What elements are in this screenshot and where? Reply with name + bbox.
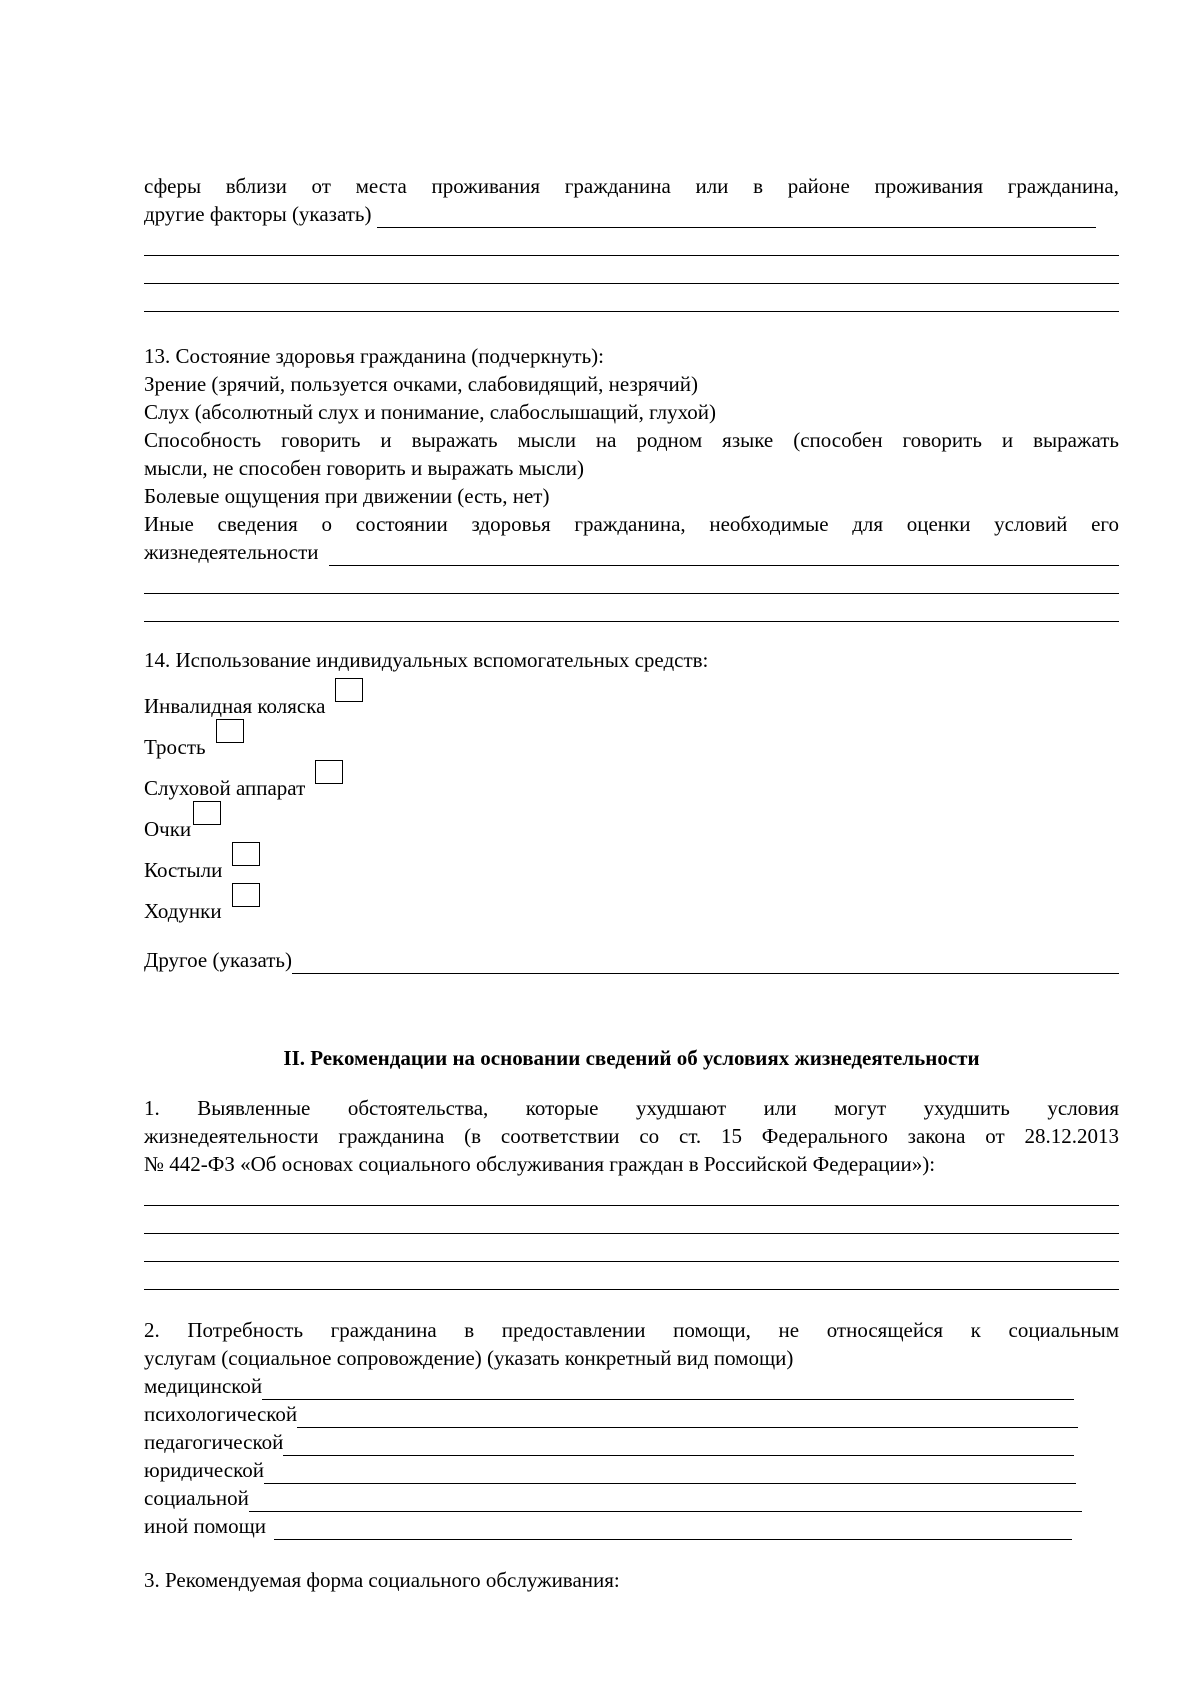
aid-label: Слуховой аппарат: [144, 776, 306, 800]
section13-other-input[interactable]: [329, 545, 1119, 566]
aid-wheelchair: [144, 674, 1119, 718]
help-row-medical: [144, 1372, 1074, 1400]
legal-help-input[interactable]: [264, 1463, 1076, 1484]
aid-crutches: [144, 838, 1119, 882]
aid-label: Ходунки: [144, 899, 222, 923]
help-row-psychological: [144, 1400, 1078, 1428]
section13-vision: Зрение (зрячий, пользуется очками, слабовидящий, незрячий): [144, 372, 698, 396]
section12-other-row: [144, 200, 1096, 228]
help-row-other: [144, 1512, 1072, 1540]
section12-other-input[interactable]: [377, 207, 1096, 228]
help-label: медицинской: [144, 1374, 263, 1398]
blank-line[interactable]: [144, 566, 1119, 594]
section14-other-input[interactable]: [292, 953, 1119, 974]
section13-hearing: Слух (абсолютный слух и понимание, слабослышащий, глухой): [144, 400, 717, 424]
blank-line[interactable]: [144, 1234, 1119, 1262]
aid-walker: [144, 879, 1119, 923]
blank-line[interactable]: [144, 284, 1119, 312]
hearing-aid-checkbox[interactable]: [315, 760, 343, 784]
social-help-input[interactable]: [249, 1491, 1082, 1512]
section14-other-label: Другое (указать): [144, 948, 292, 972]
section13-pain: Болевые ощущения при движении (есть, нет): [144, 484, 550, 508]
section13-other-line1: Иные сведения о состоянии здоровья гражданина, необходимые для оценки условий его: [144, 512, 1119, 536]
form-page: [144, 172, 1119, 1594]
blank-line[interactable]: [144, 228, 1119, 256]
aid-label: Трость: [144, 735, 206, 759]
aid-label: Костыли: [144, 858, 223, 882]
part2-item1-line2: жизнедеятельности гражданина (в соответствии со ст. 15 Федерального закона от 28.12.2013: [144, 1124, 1119, 1148]
help-label: юридической: [144, 1458, 264, 1482]
pedagogical-help-input[interactable]: [283, 1435, 1074, 1456]
help-row-social: [144, 1484, 1082, 1512]
help-row-legal: [144, 1456, 1076, 1484]
help-row-pedagogical: [144, 1428, 1074, 1456]
help-label: педагогической: [144, 1430, 284, 1454]
wheelchair-checkbox[interactable]: [335, 678, 363, 702]
crutches-checkbox[interactable]: [232, 842, 260, 866]
section13-speech-line2: мысли, не способен говорить и выражать мысли): [144, 456, 585, 480]
part2-heading: II. Рекомендации на основании сведений об условиях жизнедеятельности: [283, 1046, 980, 1070]
help-label: социальной: [144, 1486, 249, 1510]
aid-hearing-aid: [144, 756, 1119, 800]
section12-line1: сферы вблизи от места проживания гражданина или в районе проживания гражданина,: [144, 174, 1119, 198]
help-label: психологической: [144, 1402, 298, 1426]
blank-line[interactable]: [144, 256, 1119, 284]
section13-other-label: жизнедеятельности: [144, 540, 319, 564]
blank-line[interactable]: [144, 1262, 1119, 1290]
part2-item1-line3: № 442-ФЗ «Об основах социального обслуживания граждан в Российской Федерации»):: [144, 1152, 936, 1176]
psychological-help-input[interactable]: [297, 1407, 1078, 1428]
blank-line[interactable]: [144, 594, 1119, 622]
part2-item2-line1: 2. Потребность гражданина в предоставлении помощи, не относящейся к социальным: [144, 1318, 1119, 1342]
section14-title: 14. Использование индивидуальных вспомогательных средств:: [144, 648, 709, 672]
section13-title: 13. Состояние здоровья гражданина (подчеркнуть):: [144, 344, 605, 368]
aid-label: Инвалидная коляска: [144, 694, 326, 718]
medical-help-input[interactable]: [262, 1379, 1074, 1400]
section14-other-row: [144, 946, 1119, 974]
help-label: иной помощи: [144, 1514, 267, 1538]
part2-item2-line2: услугам (социальное сопровождение) (указать конкретный вид помощи): [144, 1346, 794, 1370]
section13-other-row: [144, 538, 1119, 566]
glasses-checkbox[interactable]: [193, 801, 221, 825]
aid-cane: [144, 715, 1119, 759]
part2-item3: 3. Рекомендуемая форма социального обслуживания:: [144, 1568, 620, 1592]
aid-label: Очки: [144, 817, 192, 841]
part2-item1-line1: 1. Выявленные обстоятельства, которые ухудшают или могут ухудшить условия: [144, 1096, 1119, 1120]
section13-speech-line1: Способность говорить и выражать мысли на родном языке (способен говорить и выражать: [144, 428, 1119, 452]
walker-checkbox[interactable]: [232, 883, 260, 907]
section12-other-label: другие факторы (указать): [144, 202, 372, 226]
other-help-input[interactable]: [274, 1519, 1072, 1540]
cane-checkbox[interactable]: [216, 719, 244, 743]
blank-line[interactable]: [144, 1178, 1119, 1206]
blank-line[interactable]: [144, 1206, 1119, 1234]
aid-glasses: [144, 797, 1119, 841]
